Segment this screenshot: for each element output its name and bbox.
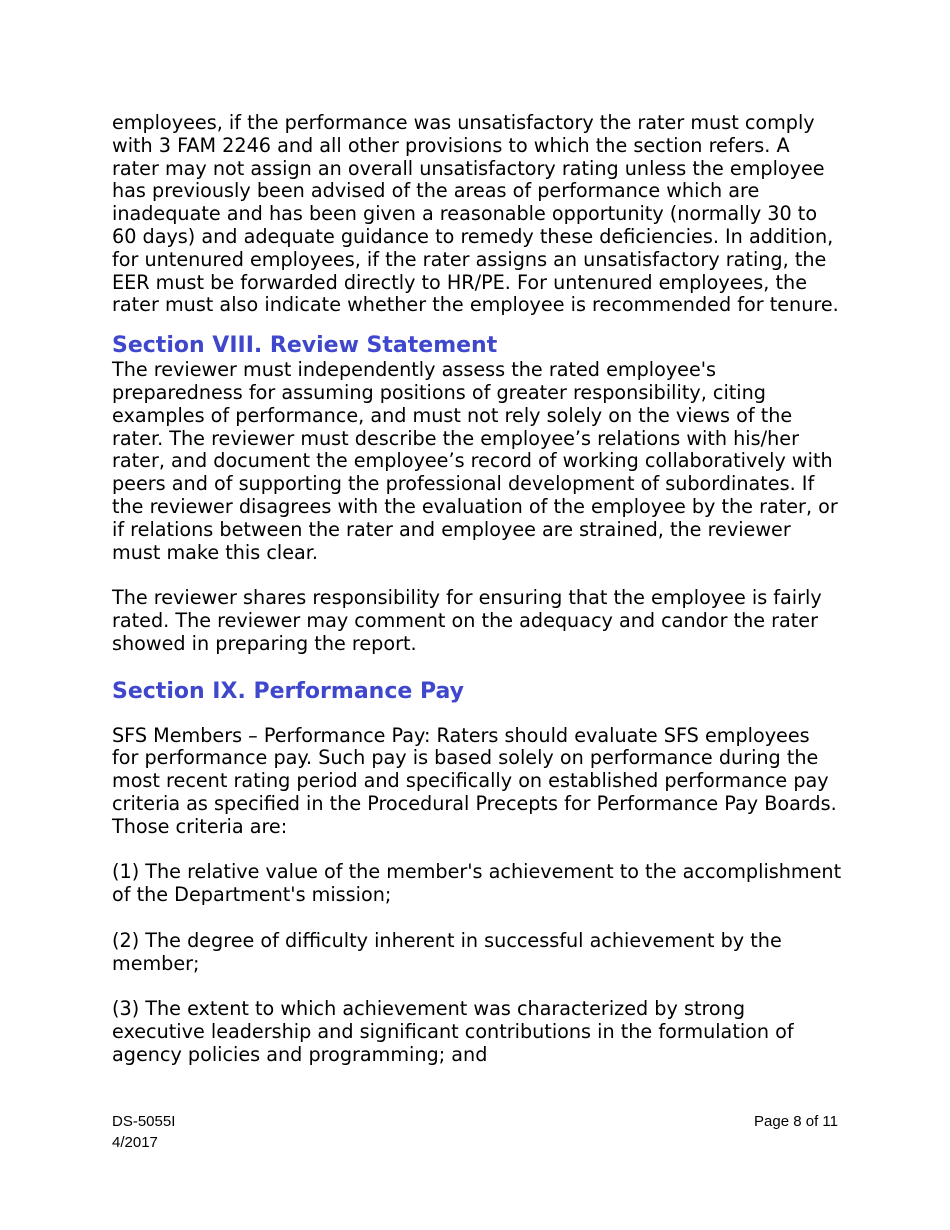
document-body	[112, 112, 842, 1066]
section-viii-paragraph-2: The reviewer shares responsibility for ensuring that the employee is fairly rated. The reviewer may comment on the adequacy and candor the rater showed in preparing the report.	[112, 586, 822, 655]
section-viii-paragraph-1: The reviewer must independently assess the rated employee's preparedness for assuming positions of greater responsibility, citing examples of performance, and must not rely solely on the views of the rater. The reviewer must describe the employee’s relations with his/her rater, and document the employee’s record of working collaboratively with peers and of supporting the professional development of subordinates. If the reviewer disagrees with the evaluation of the employee by the rater, or if relations between the rater and employee are strained, the reviewer must make this clear.	[112, 358, 838, 564]
section-viii-heading: Section VIII. Review Statement	[112, 333, 498, 359]
intro-paragraph: employees, if the performance was unsatisfactory the rater must comply with 3 FAM 2246 and all other provisions to which the section refers. A rater may not assign an overall unsatisfactory rating unless the employee has previously been advised of the areas of performance which are inadequate and has been given a reasonable opportunity (normally 30 to 60 days) and adequate guidance to remedy these deficiencies. In addition, for untenured employees, if the rater assigns an unsatisfactory rating, the EER must be forwarded directly to HR/PE. For untenured employees, the rater must also indicate whether the employee is recommended for tenure.	[112, 111, 839, 317]
section-ix-heading: Section IX. Performance Pay	[112, 678, 464, 704]
footer-form-info	[112, 1111, 175, 1153]
criteria-item-1: (1) The relative value of the member's achievement to the accomplishment of the Department's mission;	[112, 860, 842, 907]
page-footer	[112, 1111, 838, 1153]
form-date: 4/2017	[112, 1134, 158, 1151]
section-ix-paragraph-1: SFS Members – Performance Pay: Raters should evaluate SFS employees for performance pay. Such pay is based solely on performance during the most recent rating period and specifically on established performance pay criteria as specified in the Procedural Precepts for Performance Pay Boards. Those criteria are:	[112, 723, 837, 838]
criteria-item-3: (3) The extent to which achievement was characterized by strong executive leadership and significant contributions in the formulation of agency policies and programming; and	[112, 997, 794, 1066]
form-number: DS-5055I	[112, 1113, 176, 1130]
page-number: Page 8 of 11	[754, 1113, 838, 1130]
criteria-item-2: (2) The degree of difficulty inherent in successful achievement by the member;	[112, 928, 782, 975]
